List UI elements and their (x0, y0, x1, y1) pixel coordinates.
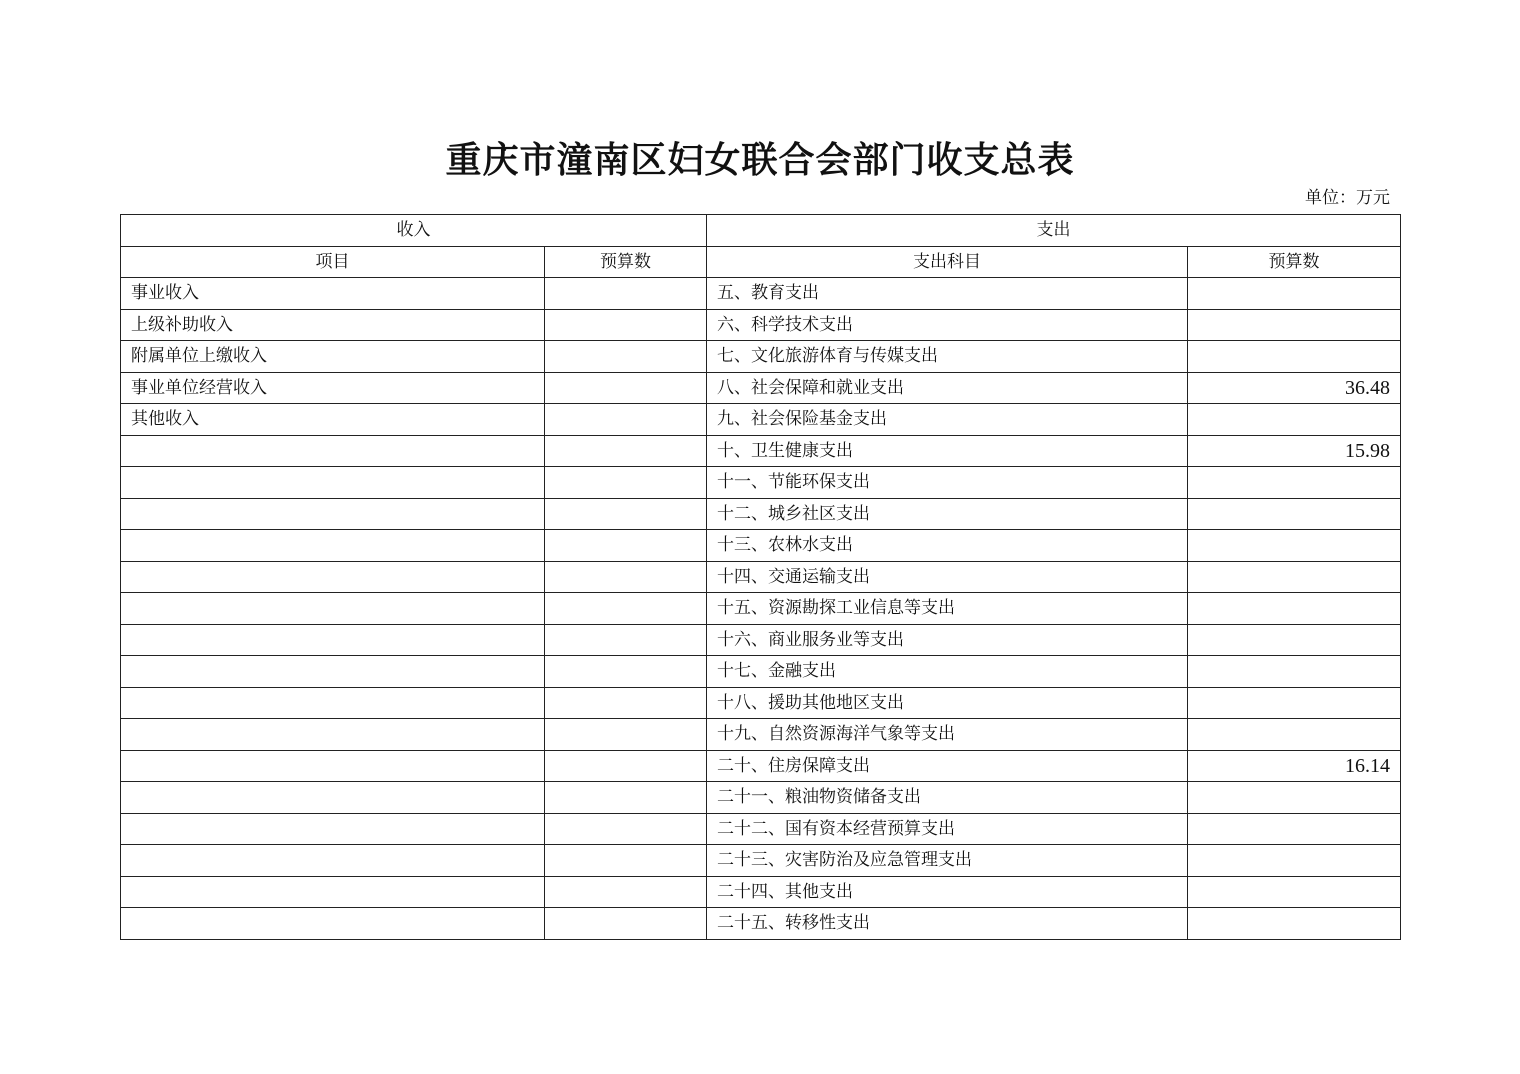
income-item-cell (121, 908, 545, 940)
income-budget-cell (545, 782, 707, 814)
income-budget-header: 预算数 (545, 246, 707, 278)
expense-item-cell: 十六、商业服务业等支出 (707, 624, 1188, 656)
expense-budget-cell (1188, 656, 1401, 688)
income-item-cell: 事业收入 (121, 278, 545, 310)
income-budget-cell (545, 687, 707, 719)
expense-budget-cell (1188, 593, 1401, 625)
income-item-cell (121, 624, 545, 656)
table-row (121, 687, 1401, 719)
income-budget-cell (545, 908, 707, 940)
income-budget-cell (545, 750, 707, 782)
income-item-cell (121, 845, 545, 877)
expense-budget-cell: 16.14 (1188, 750, 1401, 782)
table-row (121, 309, 1401, 341)
income-item-cell (121, 876, 545, 908)
table-row (121, 845, 1401, 877)
table-row (121, 908, 1401, 940)
table-row (121, 656, 1401, 688)
income-budget-cell (545, 530, 707, 562)
table-row (121, 435, 1401, 467)
expense-budget-cell (1188, 309, 1401, 341)
income-budget-cell (545, 656, 707, 688)
income-budget-cell (545, 341, 707, 373)
expense-budget-cell (1188, 813, 1401, 845)
expense-budget-cell (1188, 467, 1401, 499)
expense-item-cell: 十五、资源勘探工业信息等支出 (707, 593, 1188, 625)
expense-budget-cell (1188, 561, 1401, 593)
table-row (121, 624, 1401, 656)
expense-item-cell: 五、教育支出 (707, 278, 1188, 310)
table-body (121, 215, 1401, 940)
income-budget-cell (545, 404, 707, 436)
income-item-cell (121, 750, 545, 782)
table-row (121, 561, 1401, 593)
expense-budget-cell (1188, 341, 1401, 373)
table-row (121, 593, 1401, 625)
income-budget-cell (545, 372, 707, 404)
expense-budget-cell (1188, 876, 1401, 908)
income-item-cell (121, 656, 545, 688)
expense-budget-cell (1188, 845, 1401, 877)
group-header-row (121, 215, 1401, 247)
income-item-cell (121, 435, 545, 467)
income-budget-cell (545, 435, 707, 467)
expense-budget-cell: 15.98 (1188, 435, 1401, 467)
income-item-cell (121, 813, 545, 845)
income-item-cell: 上级补助收入 (121, 309, 545, 341)
expense-item-cell: 六、科学技术支出 (707, 309, 1188, 341)
column-header-row (121, 246, 1401, 278)
expense-budget-cell (1188, 908, 1401, 940)
table-row (121, 813, 1401, 845)
page-title: 重庆市潼南区妇女联合会部门收支总表 (445, 139, 1075, 181)
budget-summary-table (120, 214, 1401, 940)
income-budget-cell (545, 876, 707, 908)
table-row (121, 876, 1401, 908)
income-budget-cell (545, 467, 707, 499)
income-item-cell (121, 467, 545, 499)
expense-item-cell: 二十四、其他支出 (707, 876, 1188, 908)
expense-item-cell: 七、文化旅游体育与传媒支出 (707, 341, 1188, 373)
expense-item-cell: 二十三、灾害防治及应急管理支出 (707, 845, 1188, 877)
income-item-cell: 事业单位经营收入 (121, 372, 545, 404)
expense-budget-cell (1188, 278, 1401, 310)
expense-item-cell: 十九、自然资源海洋气象等支出 (707, 719, 1188, 751)
income-item-cell (121, 687, 545, 719)
income-item-cell (121, 561, 545, 593)
income-budget-cell (545, 624, 707, 656)
expense-item-cell: 二十五、转移性支出 (707, 908, 1188, 940)
expense-budget-cell (1188, 719, 1401, 751)
expense-item-cell: 十三、农林水支出 (707, 530, 1188, 562)
expense-item-cell: 二十二、国有资本经营预算支出 (707, 813, 1188, 845)
income-budget-cell (545, 309, 707, 341)
expense-item-cell: 九、社会保险基金支出 (707, 404, 1188, 436)
expense-item-header: 支出科目 (707, 246, 1188, 278)
table-row (121, 404, 1401, 436)
expense-budget-cell (1188, 530, 1401, 562)
income-budget-cell (545, 813, 707, 845)
income-group-header: 收入 (121, 215, 707, 247)
income-item-cell: 附属单位上缴收入 (121, 341, 545, 373)
income-item-cell (121, 593, 545, 625)
expense-budget-cell (1188, 404, 1401, 436)
table-row (121, 530, 1401, 562)
table-row (121, 498, 1401, 530)
expense-budget-cell (1188, 687, 1401, 719)
expense-item-cell: 十四、交通运输支出 (707, 561, 1188, 593)
table-row (121, 467, 1401, 499)
expense-item-cell: 十一、节能环保支出 (707, 467, 1188, 499)
income-budget-cell (545, 561, 707, 593)
table-row (121, 372, 1401, 404)
expense-group-header: 支出 (707, 215, 1401, 247)
table-row (121, 341, 1401, 373)
unit-label: 单位：万元 (1305, 188, 1390, 208)
income-budget-cell (545, 278, 707, 310)
income-item-cell (121, 530, 545, 562)
expense-item-cell: 二十一、粮油物资储备支出 (707, 782, 1188, 814)
income-item-cell (121, 719, 545, 751)
income-budget-cell (545, 719, 707, 751)
income-budget-cell (545, 498, 707, 530)
table-row (121, 278, 1401, 310)
table-row (121, 719, 1401, 751)
expense-budget-cell: 36.48 (1188, 372, 1401, 404)
income-item-cell: 其他收入 (121, 404, 545, 436)
income-item-cell (121, 782, 545, 814)
expense-budget-cell (1188, 782, 1401, 814)
expense-item-cell: 十七、金融支出 (707, 656, 1188, 688)
expense-budget-cell (1188, 498, 1401, 530)
expense-item-cell: 十二、城乡社区支出 (707, 498, 1188, 530)
income-item-cell (121, 498, 545, 530)
income-budget-cell (545, 845, 707, 877)
expense-item-cell: 八、社会保障和就业支出 (707, 372, 1188, 404)
expense-item-cell: 十八、援助其他地区支出 (707, 687, 1188, 719)
expense-item-cell: 二十、住房保障支出 (707, 750, 1188, 782)
expense-item-cell: 十、卫生健康支出 (707, 435, 1188, 467)
table-row (121, 750, 1401, 782)
income-item-header: 项目 (121, 246, 545, 278)
expense-budget-header: 预算数 (1188, 246, 1401, 278)
income-budget-cell (545, 593, 707, 625)
table-row (121, 782, 1401, 814)
expense-budget-cell (1188, 624, 1401, 656)
